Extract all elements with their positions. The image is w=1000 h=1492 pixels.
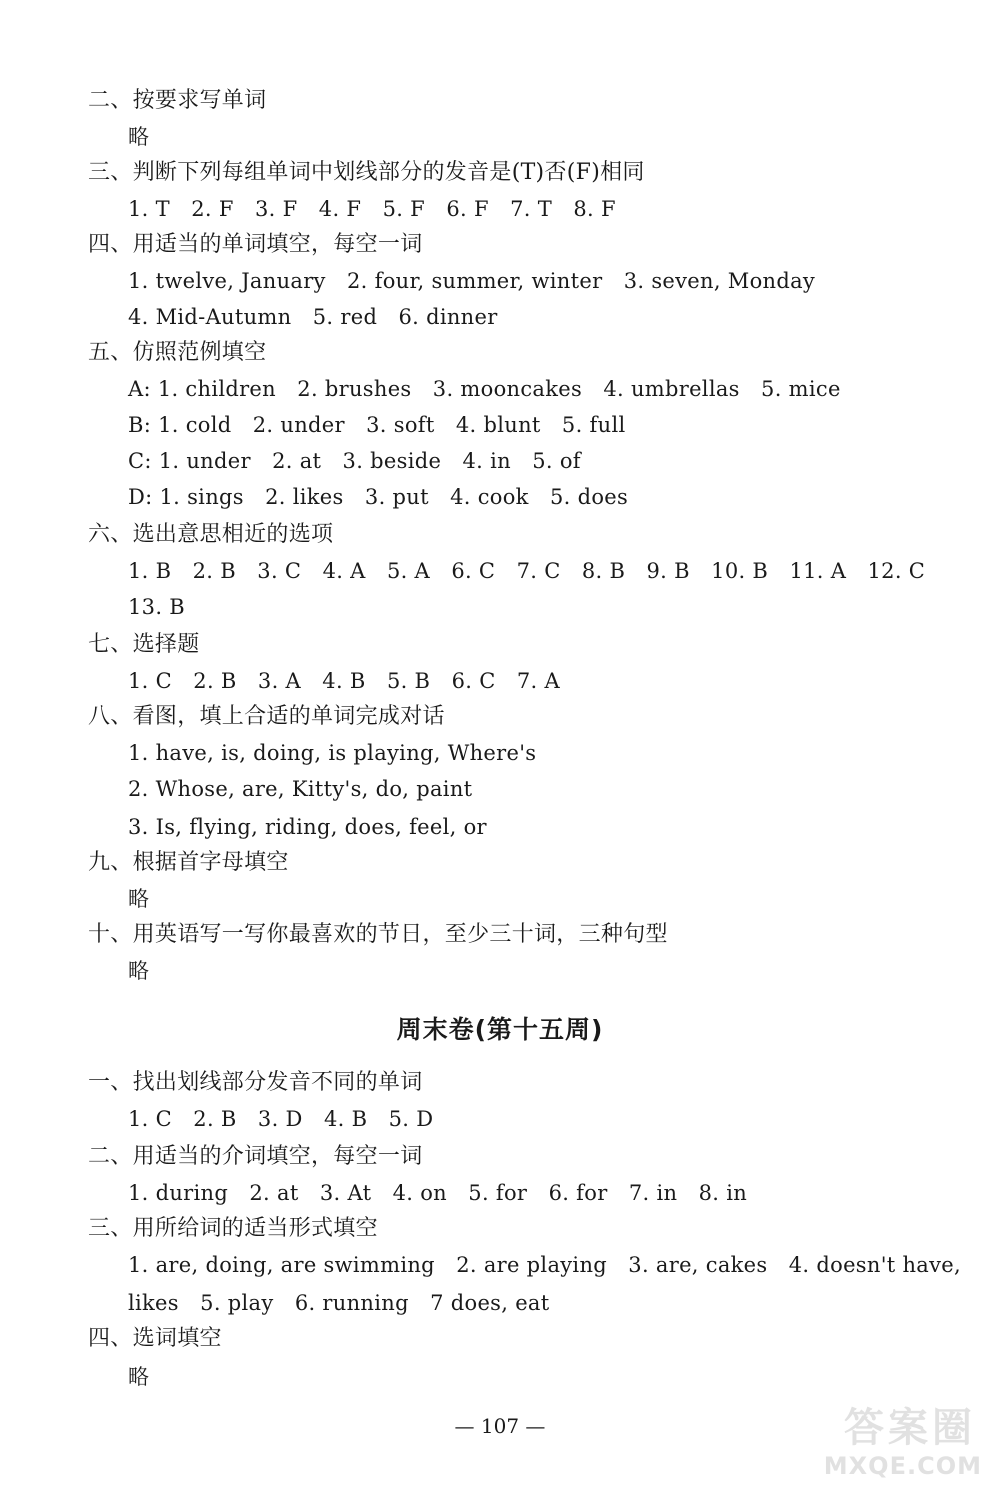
- section-heading: 五、仿照范例填空: [88, 340, 267, 365]
- page-number: — 107 —: [454, 1414, 546, 1438]
- answer-line: 1. during 2. at 3. At 4. on 5. for 6. for 7. in 8. in: [128, 1181, 748, 1205]
- section-heading: 四、用适当的单词填空，每空一词: [88, 232, 423, 257]
- section-heading: 三、判断下列每组单词中划线部分的发音是(T)否(F)相同: [88, 160, 645, 185]
- answer-line: 1. T 2. F 3. F 4. F 5. F 6. F 7. T 8. F: [128, 197, 616, 221]
- section-heading: 二、按要求写单词: [88, 88, 267, 113]
- answer-line: 略: [128, 125, 150, 149]
- answer-line: 略: [128, 1365, 150, 1389]
- answer-line: 1. C 2. B 3. A 4. B 5. B 6. C 7. A: [128, 669, 560, 693]
- answer-line: 1. have, is, doing, is playing, Where's: [128, 741, 537, 765]
- section-heading: 六、选出意思相近的选项: [88, 522, 334, 547]
- answer-line: 1. B 2. B 3. C 4. A 5. A 6. C 7. C 8. B 9. B 10. B 11. A 12. C: [128, 559, 926, 583]
- answer-line: C: 1. under 2. at 3. beside 4. in 5. of: [128, 449, 581, 473]
- answer-line: 13. B: [128, 595, 186, 619]
- section-heading: 二、用适当的介词填空，每空一词: [88, 1144, 423, 1169]
- answer-line: 1. twelve, January 2. four, summer, winter 3. seven, Monday: [128, 269, 816, 293]
- week-section-title: 周末卷(第十五周): [396, 1015, 604, 1044]
- answer-line: D: 1. sings 2. likes 3. put 4. cook 5. does: [128, 485, 629, 509]
- answer-line: 略: [128, 887, 150, 911]
- section-heading: 四、选词填空: [88, 1326, 222, 1351]
- section-heading: 十、用英语写一写你最喜欢的节日，至少三十词，三种句型: [88, 922, 668, 947]
- section-heading: 七、选择题: [88, 632, 200, 657]
- section-heading: 一、找出划线部分发音不同的单词: [88, 1070, 423, 1095]
- answer-line: 3. Is, flying, riding, does, feel, or: [128, 815, 487, 839]
- answer-line: A: 1. children 2. brushes 3. mooncakes 4. umbrellas 5. mice: [128, 377, 841, 401]
- answer-line: 4. Mid-Autumn 5. red 6. dinner: [128, 305, 498, 329]
- answer-line: 1. C 2. B 3. D 4. B 5. D: [128, 1107, 434, 1131]
- watermark-text: 答案圈: [844, 1405, 976, 1451]
- section-heading: 八、看图，填上合适的单词完成对话: [88, 704, 445, 729]
- watermark-url: MXQE.COM: [823, 1452, 982, 1480]
- answer-line: 2. Whose, are, Kitty's, do, paint: [128, 777, 473, 801]
- answer-line: 1. are, doing, are swimming 2. are playing 3. are, cakes 4. doesn't have,: [128, 1253, 961, 1277]
- answer-line: B: 1. cold 2. under 3. soft 4. blunt 5. full: [128, 413, 626, 437]
- section-heading: 九、根据首字母填空: [88, 850, 289, 875]
- watermark-logo: [732, 1396, 982, 1480]
- answer-line: 略: [128, 959, 150, 983]
- section-heading: 三、用所给词的适当形式填空: [88, 1216, 378, 1241]
- answer-line: likes 5. play 6. running 7 does, eat: [128, 1291, 550, 1315]
